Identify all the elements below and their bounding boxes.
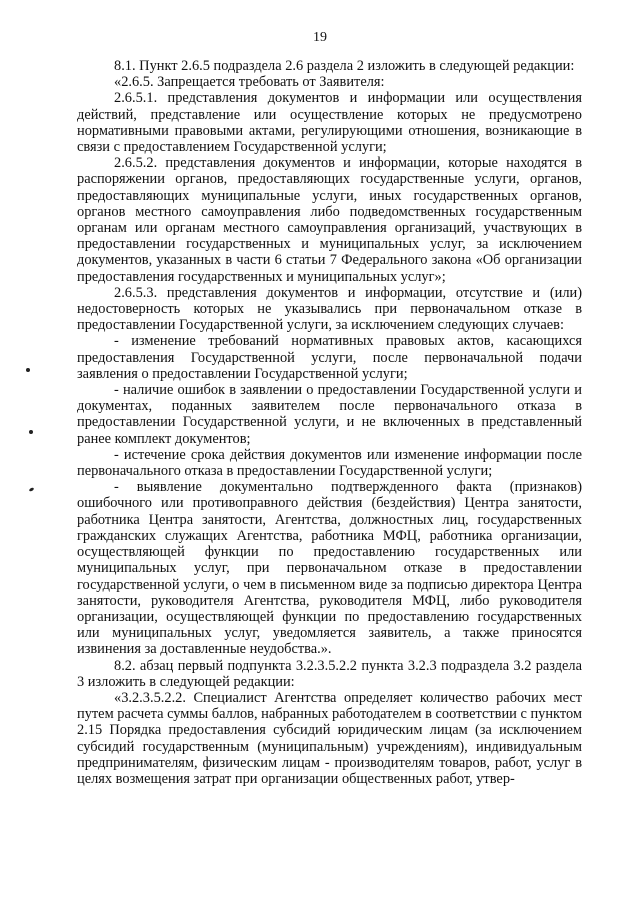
margin-mark <box>26 368 30 372</box>
list-item-errors: - наличие ошибок в заявлении о предоставлении Государственной услуги и документах, поданных заявителем после первоначального отказа в предоставлении Государственной услуги, и не включенных в представленный ранее комплект документов; <box>77 382 582 447</box>
list-item-requirements-change: - изменение требований нормативных правовых актов, касающихся предоставления Государственной услуги, после первоначальной подачи заявления о предоставлении Государственной услуги; <box>77 333 582 382</box>
paragraph-2-6-5: «2.6.5. Запрещается требовать от Заявителя: <box>114 74 385 91</box>
paragraph-8-1: 8.1. Пункт 2.6.5 подраздела 2.6 раздела 2 изложить в следующей редакции: <box>114 58 575 74</box>
page-number: 19 <box>313 30 327 45</box>
paragraph-8-2: 8.2. абзац первый подпункта 3.2.3.5.2.2 пункта 3.2.3 подраздела 3.2 раздела 3 изложить в следующей редакции: <box>77 657 582 690</box>
paragraph-2-6-5-3: 2.6.5.3. представления документов и информации, отсутствие и (или) недостоверность которых не указывались при первоначальном отказе в предоставлении Государственной услуги, за исключением следующих случаев: <box>77 284 582 334</box>
paragraph-2-6-5-1: 2.6.5.1. представления документов и информации или осуществления действий, представление или осуществление которых не предусмотрено нормативными правовыми актами, регулирующими отношения, возникающие в связи с предоставлением Государственной услуги; <box>77 90 582 156</box>
list-item-expiry: - истечение срока действия документов или изменение информации после первоначального отказа в предоставлении Государственной услуги; <box>77 446 582 480</box>
paragraph-2-6-5-2: 2.6.5.2. представления документов и информации, которые находятся в распоряжении органов, предоставляющих государственные услуги, органов, предоставляющих муниципальные услуги, иных государственных органов, органов местного самоуправления либо подведомственных государственным органам или органам местного самоуправления организаций, участвующих в предоставлении государственных и муниципальных услуг, за исключением документов, указанных в части 6 статьи 7 Федерального закона «Об организации предоставления государственных и муниципальных услуг»; <box>77 155 582 285</box>
margin-mark <box>29 430 33 434</box>
list-item-misconduct: - выявление документально подтвержденного факта (признаков) ошибочного или противоправного действия (бездействия) Центра занятости, работника Центра занятости, Агентства, должностных лиц, государственных гражданских служащих Агентства, работника МФЦ, работника организации, осуществляющей функции по предоставлению государственных или муниципальных услуг, при первоначальном отказе в предоставлении государственной услуги, о чем в письменном виде за подписью директора Центра занятости, руководителя Агентства, руководителя МФЦ, либо руководителя организации, осуществляющей функции по предоставлению государственных или муниципальных услуг, уведомляется заявитель, а также приносятся извинения за доставленные неудобства.». <box>77 479 582 658</box>
paragraph-3-2-3-5-2-2: «3.2.3.5.2.2. Специалист Агентства определяет количество рабочих мест путем расчета суммы баллов, набранных работодателем в соответствии с пунктом 2.15 Порядка предоставления субсидий юридическим лицам (за исключением субсидий государственным (муниципальным) учреждениям), индивидуальным предпринимателям, физическим лицам - производителям товаров, работ, услуг в целях возмещения затрат при организации общественных работ, утвер- <box>77 689 582 787</box>
margin-mark <box>29 487 35 492</box>
document-body <box>77 58 582 787</box>
